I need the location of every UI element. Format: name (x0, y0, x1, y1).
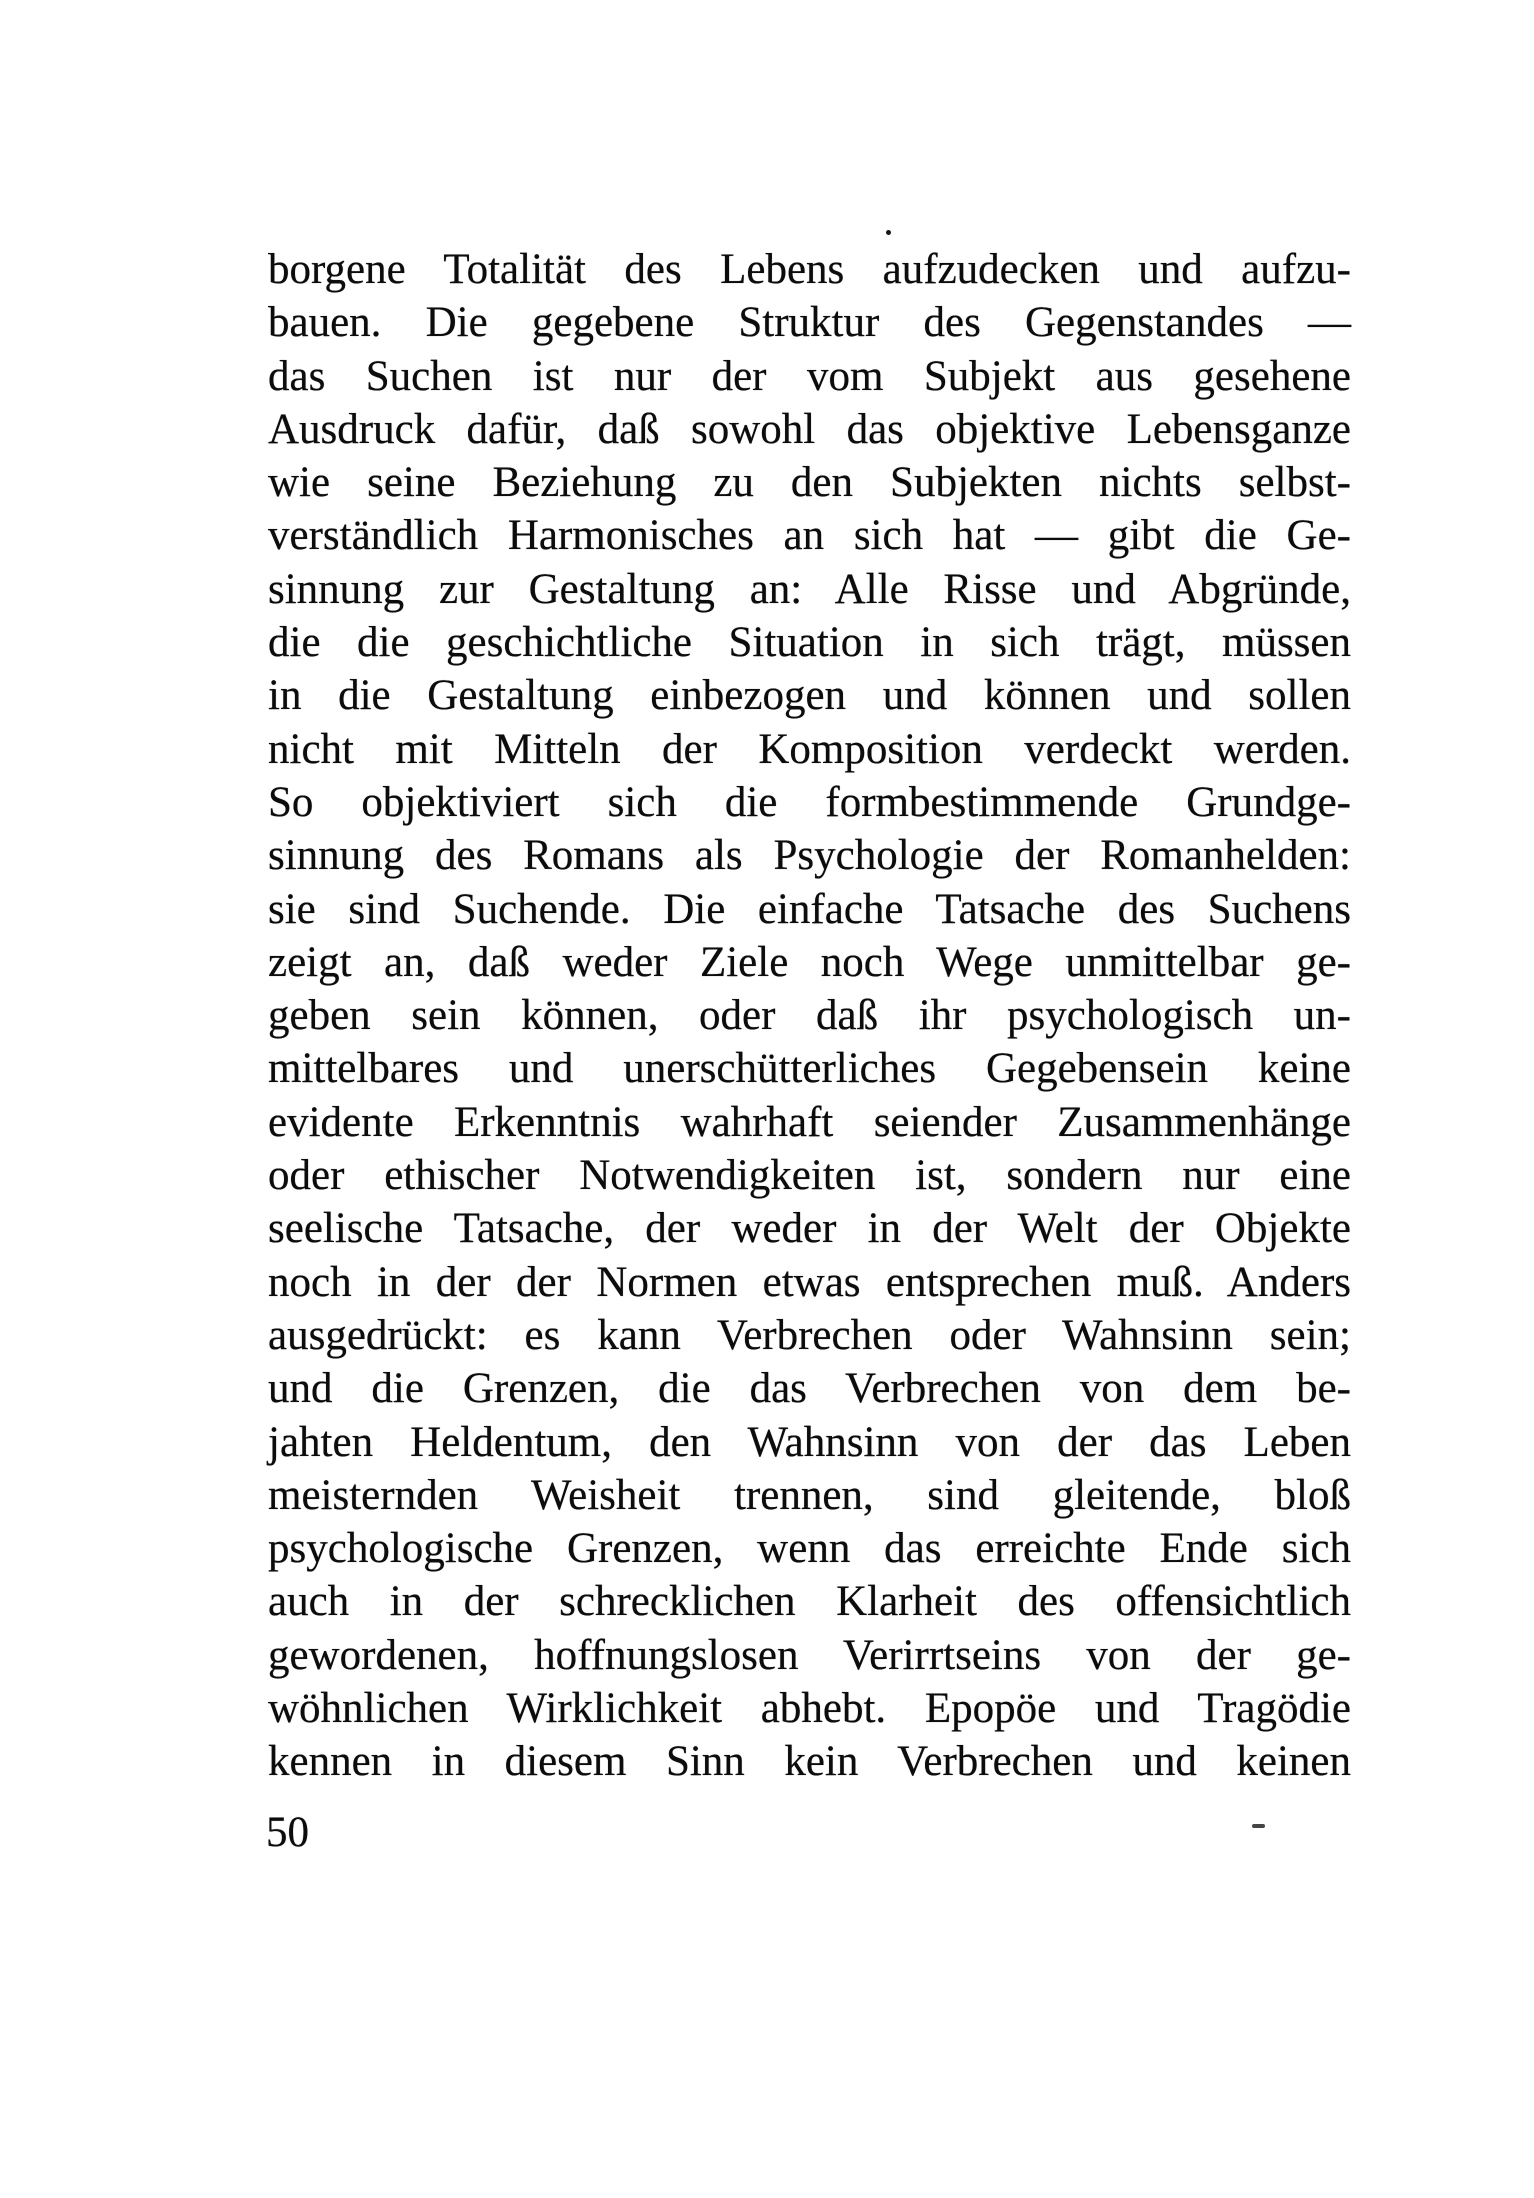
text-line: sinnung zur Gestaltung an: Alle Risse und Abgründe, (268, 565, 1351, 613)
text-line: noch in der der Normen etwas entsprechen muß. Anders (268, 1258, 1351, 1306)
text-line: jahten Heldentum, den Wahnsinn von der das Leben (268, 1418, 1351, 1466)
text-line: sinnung des Romans als Psychologie der Romanhelden: (268, 832, 1351, 880)
scan-speck (886, 230, 891, 235)
text-line: geben sein können, oder daß ihr psychologisch un- (268, 992, 1351, 1040)
text-line: psychologische Grenzen, wenn das erreichte Ende sich (268, 1525, 1351, 1573)
page-number: 50 (266, 1809, 309, 1856)
text-line: sie sind Suchende. Die einfache Tatsache des Suchens (268, 885, 1351, 933)
text-line: zeigt an, daß weder Ziele noch Wege unmittelbar ge- (268, 938, 1351, 986)
scan-dash-speck (1252, 1824, 1265, 1828)
paragraph-text (268, 243, 1351, 1789)
text-line: oder ethischer Notwendigkeiten ist, sondern nur eine (268, 1152, 1351, 1200)
text-line: kennen in diesem Sinn kein Verbrechen und keinen (268, 1738, 1351, 1786)
text-line: evidente Erkenntnis wahrhaft seiender Zusammenhänge (268, 1098, 1351, 1146)
text-line: borgene Totalität des Lebens aufzudecken und aufzu- (268, 246, 1351, 293)
text-line: verständlich Harmonisches an sich hat — gibt die Ge- (268, 512, 1351, 560)
text-line: in die Gestaltung einbezogen und können und sollen (268, 672, 1351, 720)
text-line: So objektiviert sich die formbestimmende Grundge- (268, 778, 1351, 826)
text-line: das Suchen ist nur der vom Subjekt aus gesehene (268, 352, 1351, 400)
text-line: die die geschichtliche Situation in sich trägt, müssen (268, 619, 1351, 667)
text-line: auch in der schrecklichen Klarheit des offensichtlich (268, 1578, 1351, 1626)
text-line: und die Grenzen, die das Verbrechen von dem be- (268, 1365, 1351, 1413)
text-line: wöhnlichen Wirklichkeit abhebt. Epopöe und Tragödie (268, 1685, 1351, 1733)
text-line: nicht mit Mitteln der Komposition verdeckt werden. (268, 725, 1351, 773)
text-line: gewordenen, hoffnungslosen Verirrtseins von der ge- (268, 1631, 1351, 1679)
text-line: mittelbares und unerschütterliches Gegebensein keine (268, 1045, 1351, 1093)
text-line: seelische Tatsache, der weder in der Welt der Objekte (268, 1205, 1351, 1253)
text-line: wie seine Beziehung zu den Subjekten nichts selbst- (268, 459, 1351, 507)
text-line: bauen. Die gegebene Struktur des Gegenstandes — (268, 299, 1351, 347)
text-line: Ausdruck dafür, daß sowohl das objektive Lebensganze (268, 405, 1351, 453)
text-line: meisternden Weisheit trennen, sind gleitende, bloß (268, 1471, 1351, 1519)
text-line: ausgedrückt: es kann Verbrechen oder Wahnsinn sein; (268, 1311, 1351, 1359)
